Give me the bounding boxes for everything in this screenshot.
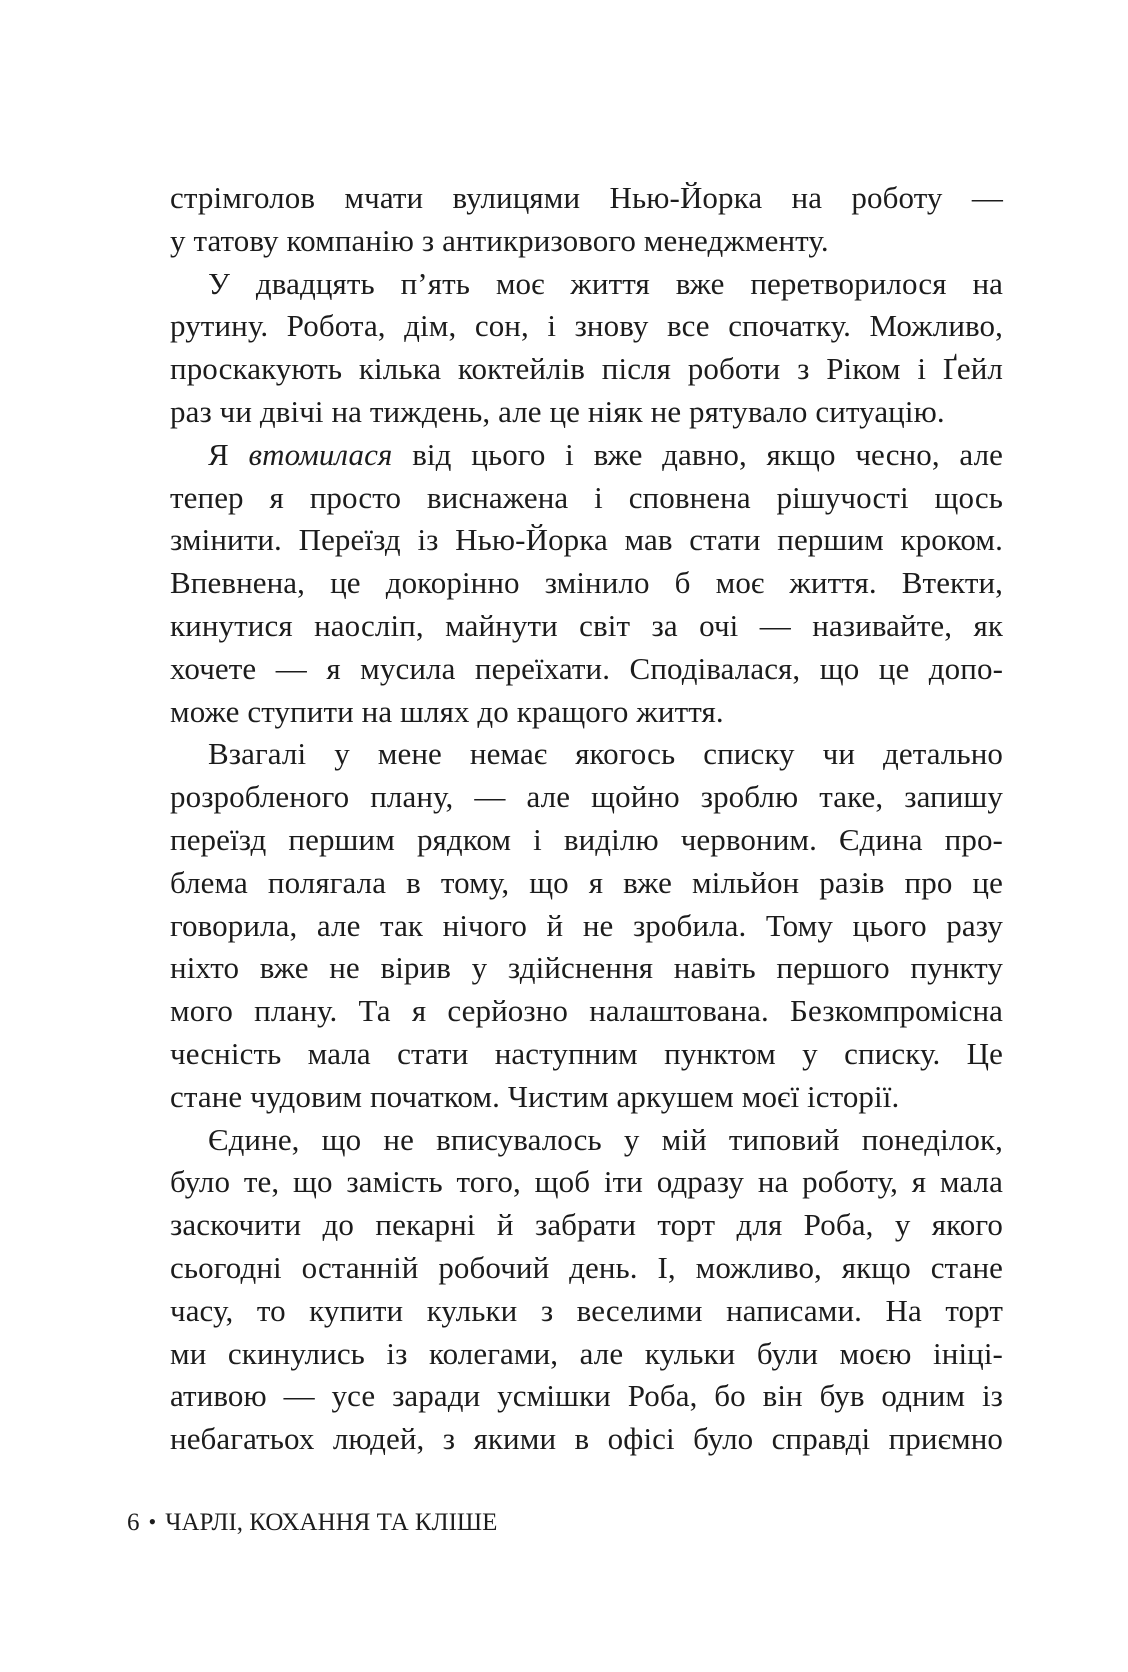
text-line: стане чудовим початком. Чистим аркушем моєї історії. (170, 1078, 900, 1114)
text-line: може ступити на шлях до кращого життя. (170, 693, 724, 729)
book-title: ЧАРЛІ, КОХАННЯ ТА КЛІШЕ (165, 1509, 498, 1536)
italic-text: втомилася (248, 436, 393, 472)
text-line: У двадцять п’ять моє життя вже перетворилося на (208, 265, 1003, 301)
text-line: стрімголов мчати вулицями Нью-Йорка на роботу — (170, 180, 1003, 215)
text-line: раз чи двічі на тиждень, але це ніяк не рятувало ситуацію. (170, 393, 945, 429)
bullet-separator: • (148, 1509, 157, 1534)
text-segment: від цього і вже давно, якщо чесно, але (392, 436, 1003, 472)
text-line: рутину. Робота, дім, сон, і знову все спочатку. Можливо, (170, 308, 1003, 344)
text-line: заскочити до пекарні й забрати торт для Роба, у якого (170, 1207, 1003, 1243)
text-line: сьогодні останній робочий день. І, можливо, якщо стане (170, 1249, 1003, 1285)
text-line: у татову компанію з антикризового менеджменту. (170, 222, 829, 258)
text-line: ми скинулись із колегами, але кульки були моєю ініці- (170, 1335, 1003, 1371)
text-line: ативою — усе заради усмішки Роба, бо він був одним із (170, 1378, 1003, 1414)
text-line: Єдине, що не вписувалось у мій типовий понеділок, (208, 1121, 1003, 1157)
text-line: хочете — я мусила переїхати. Сподівалася, що це допо- (170, 650, 1003, 686)
text-line: переїзд першим рядком і виділю червоним. Єдина про- (170, 821, 1003, 857)
text-line: Взагалі у мене немає якогось списку чи детально (208, 736, 1003, 772)
page-footer (127, 1507, 497, 1538)
text-line: говорила, але так нічого й не зробила. Тому цього разу (170, 907, 1003, 943)
text-line: Впевнена, це докорінно змінило б моє життя. Втекти, (170, 565, 1003, 601)
text-line: кинутися наосліп, майнути світ за очі — називайте, як (170, 607, 1003, 643)
text-line: часу, то купити кульки з веселими написами. На торт (170, 1292, 1003, 1328)
text-line: мого плану. Та я серйозно налаштована. Безкомпромісна (170, 993, 1003, 1029)
text-line: тепер я просто виснажена і сповнена рішучості щось (170, 479, 1003, 515)
text-line: чесність мала стати наступним пунктом у списку. Це (170, 1035, 1003, 1071)
text-line: блема полягала в тому, що я вже мільйон разів про це (170, 864, 1003, 900)
text-line: небагатьох людей, з якими в офісі було справді приємно (170, 1421, 1003, 1457)
text-line: розробленого плану, — але щойно зроблю таке, запишу (170, 779, 1003, 815)
text-segment: Я (208, 436, 249, 472)
page-number: 6 (127, 1509, 140, 1536)
text-line: ніхто вже не вірив у здійснення навіть першого пункту (170, 950, 1003, 986)
text-line: проскакують кілька коктейлів після роботи з Ріком і Ґейл (170, 351, 1003, 387)
text-line (170, 434, 1003, 477)
body-text (170, 177, 1003, 1461)
text-line: було те, що замість того, щоб іти одразу на роботу, я мала (170, 1164, 1003, 1200)
text-line: змінити. Переїзд із Нью-Йорка мав стати першим кроком. (170, 522, 1003, 558)
